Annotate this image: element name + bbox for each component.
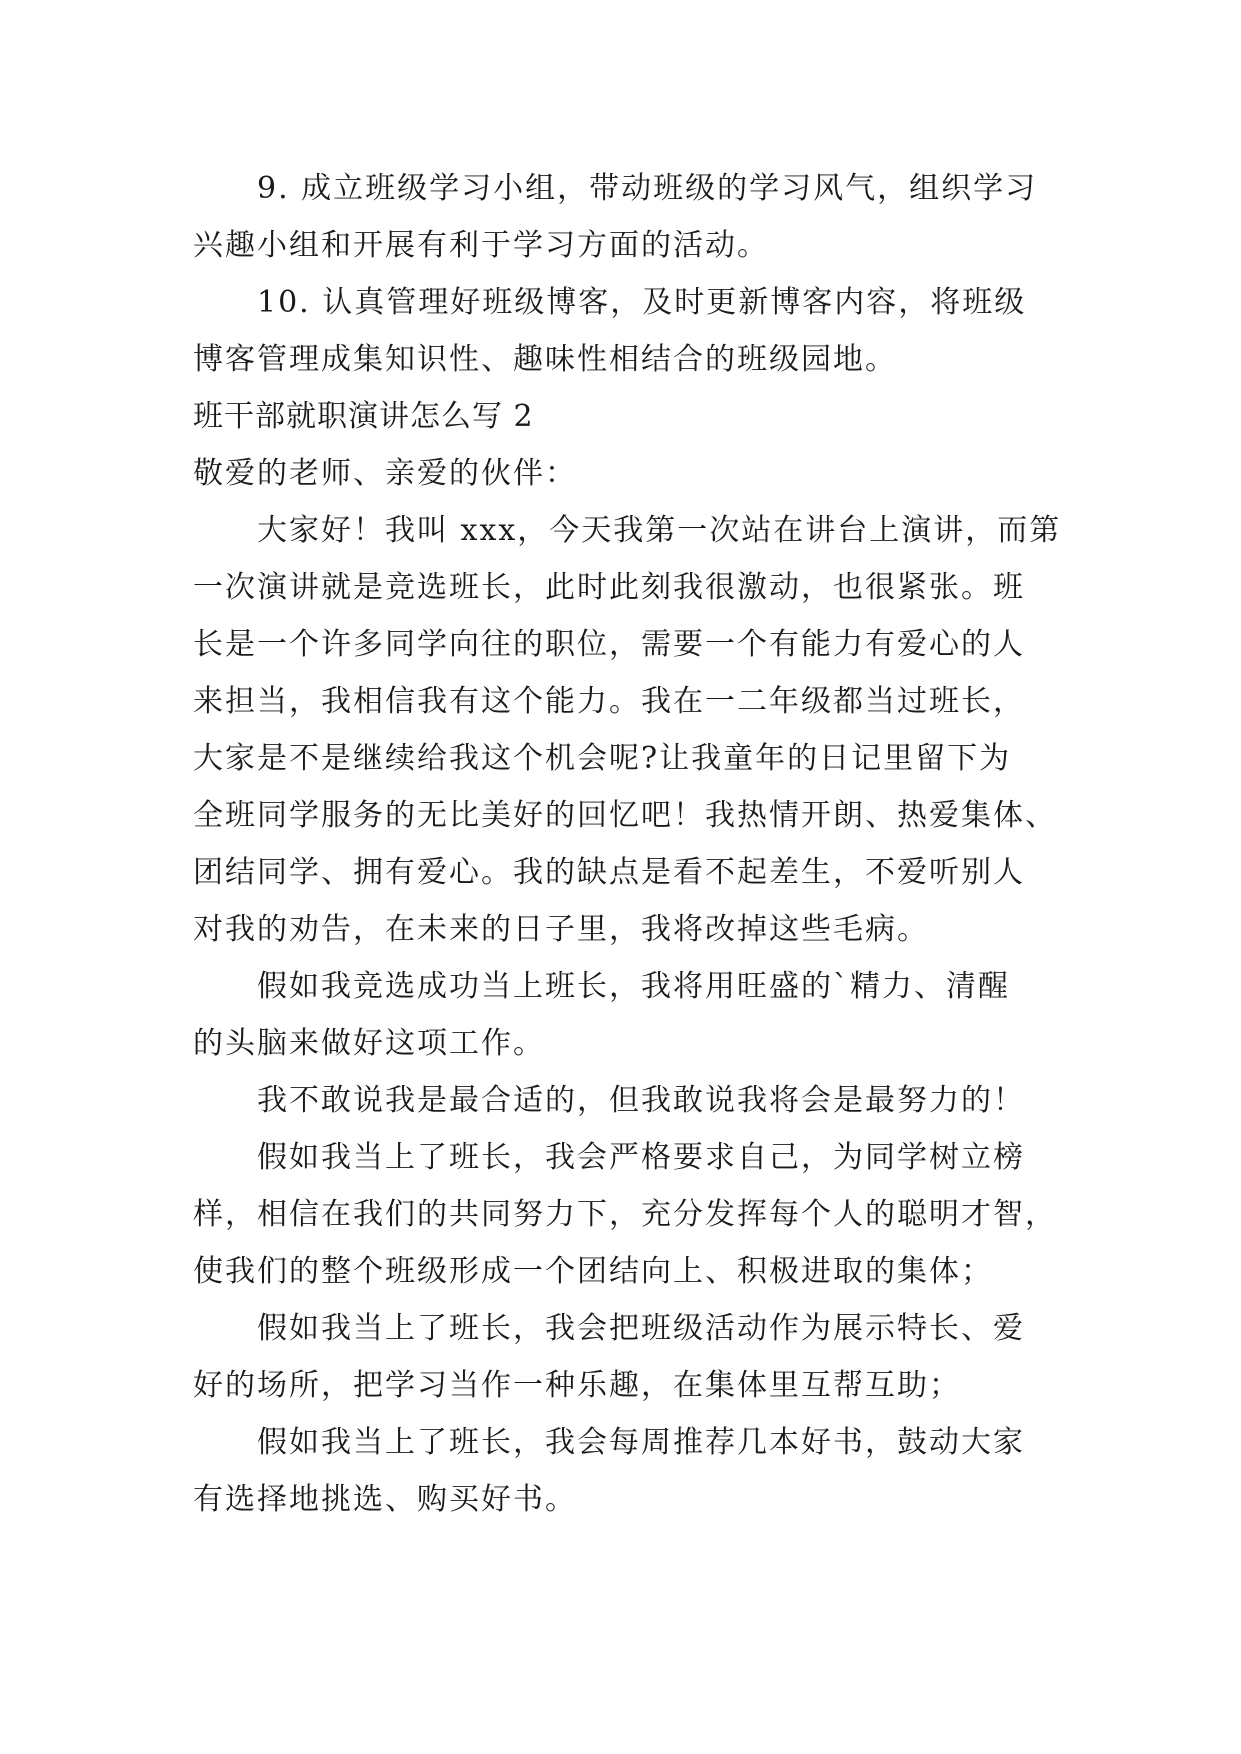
text-line: 10. 认真管理好班级博客，及时更新博客内容，将班级 xyxy=(257,285,1027,320)
text-line: 全班同学服务的无比美好的回忆吧！我热情开朗、热爱集体、 xyxy=(193,798,1057,833)
text-line: 假如我竞选成功当上班长，我将用旺盛的`精力、清醒 xyxy=(257,969,1010,1004)
document-body xyxy=(193,160,1063,1528)
text-line: 一次演讲就是竞选班长，此时此刻我很激动，也很紧张。班 xyxy=(193,570,1025,605)
text-line: 的头脑来做好这项工作。 xyxy=(193,1026,545,1061)
text-line: 大家好！我叫 xxx，今天我第一次站在讲台上演讲，而第 xyxy=(257,513,1062,548)
text-line: 假如我当上了班长，我会把班级活动作为展示特长、爱 xyxy=(257,1311,1025,1346)
text-line: 我不敢说我是最合适的，但我敢说我将会是最努力的！ xyxy=(257,1083,1025,1118)
salutation: 敬爱的老师、亲爱的伙伴： xyxy=(193,456,577,491)
text-line: 好的场所，把学习当作一种乐趣，在集体里互帮互助； xyxy=(193,1368,961,1403)
text-line: 来担当，我相信我有这个能力。我在一二年级都当过班长， xyxy=(193,684,1025,719)
text-line: 假如我当上了班长，我会严格要求自己，为同学树立榜 xyxy=(257,1140,1025,1175)
text-line: 假如我当上了班长，我会每周推荐几本好书，鼓动大家 xyxy=(257,1425,1025,1460)
text-line: 有选择地挑选、购买好书。 xyxy=(193,1482,577,1517)
text-line: 团结同学、拥有爱心。我的缺点是看不起差生，不爱听别人 xyxy=(193,855,1025,890)
text-line: 9. 成立班级学习小组，带动班级的学习风气，组织学习 xyxy=(257,171,1038,206)
text-line: 博客管理成集知识性、趣味性相结合的班级园地。 xyxy=(193,342,897,377)
text-line: 对我的劝告，在未来的日子里，我将改掉这些毛病。 xyxy=(193,912,929,947)
text-line: 长是一个许多同学向往的职位，需要一个有能力有爱心的人 xyxy=(193,627,1025,662)
section-heading: 班干部就职演讲怎么写 2 xyxy=(193,399,534,434)
text-line: 使我们的整个班级形成一个团结向上、积极进取的集体； xyxy=(193,1254,993,1289)
text-line: 兴趣小组和开展有利于学习方面的活动。 xyxy=(193,228,769,263)
text-line: 大家是不是继续给我这个机会呢?让我童年的日记里留下为 xyxy=(193,741,1012,776)
text-line: 样，相信在我们的共同努力下，充分发挥每个人的聪明才智， xyxy=(193,1197,1057,1232)
